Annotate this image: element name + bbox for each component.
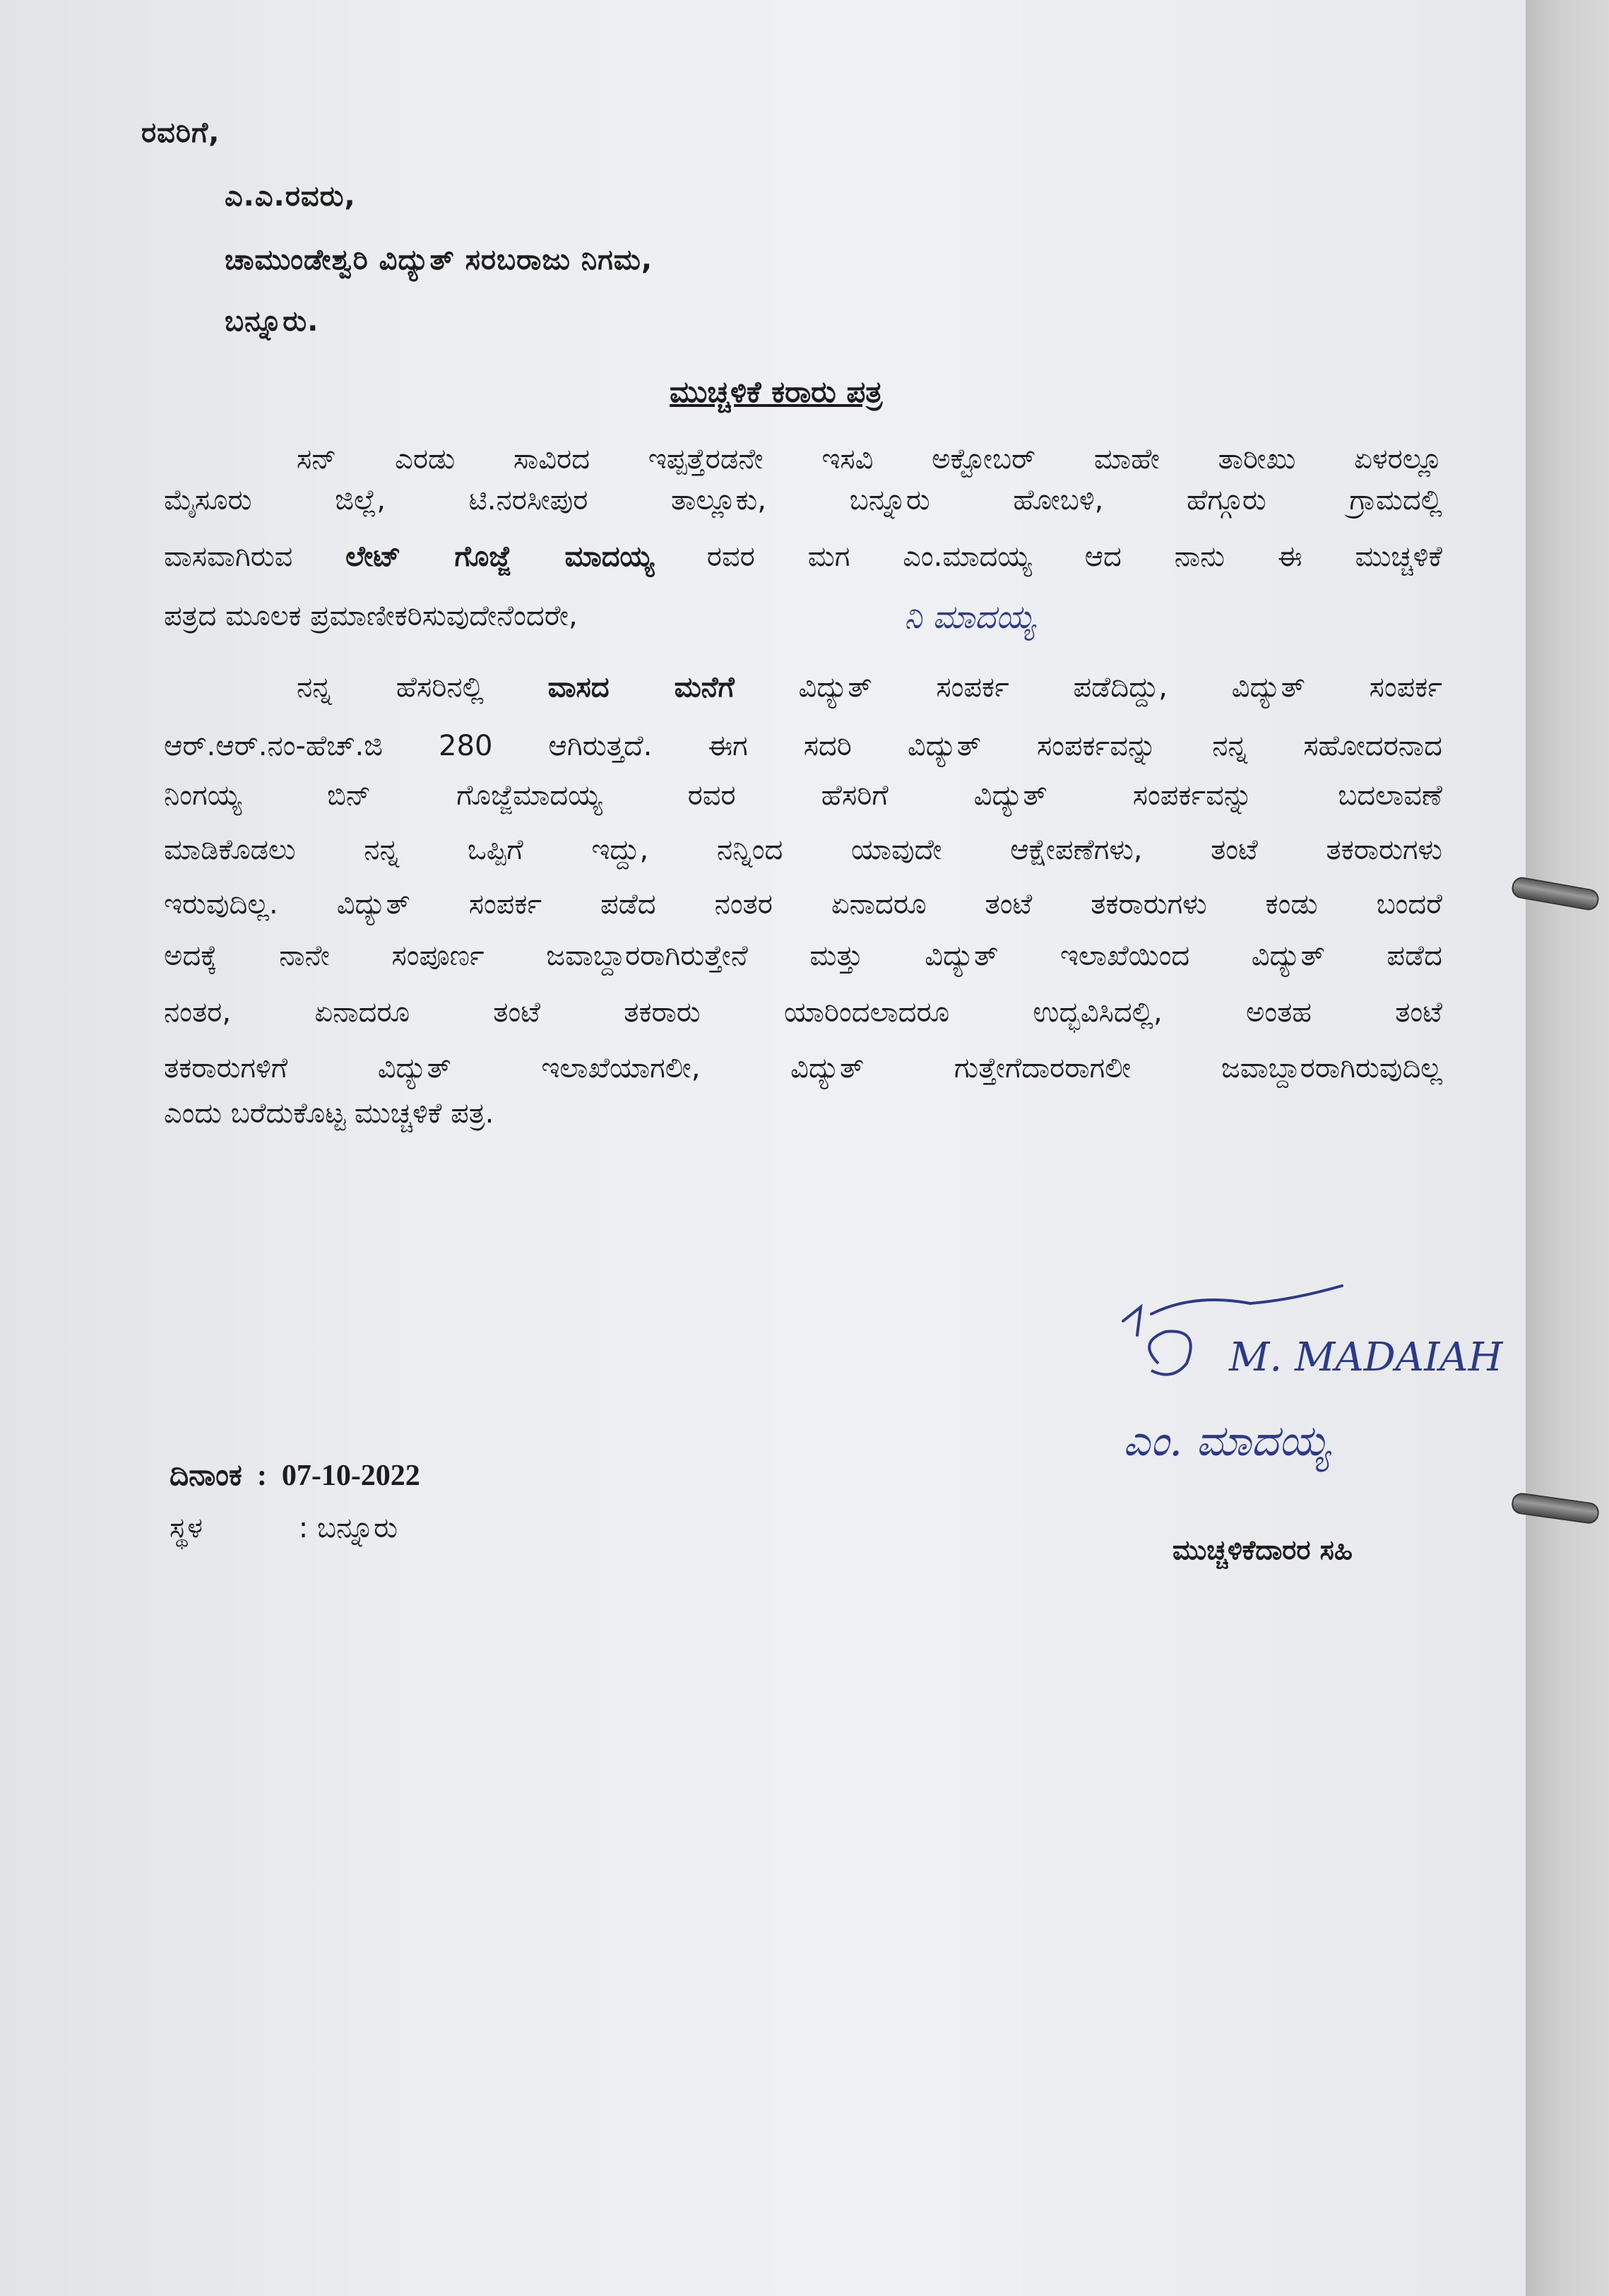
para2-line-2: ಆರ್.ಆರ್.ನಂ-ಹೆಚ್.ಜಿ 280 ಆಗಿರುತ್ತದೆ. ಈಗ ಸದರಿ ವಿದ್ಯುತ್ ಸಂಪರ್ಕವನ್ನು ನನ್ನ ಸಹೋದರನಾದ bbox=[164, 730, 1442, 762]
para2-line-6: ಅದಕ್ಕೆ ನಾನೇ ಸಂಪೂರ್ಣ ಜವಾಬ್ದಾರರಾಗಿರುತ್ತೇನೆ ಮತ್ತು ವಿದ್ಯುತ್ ಇಲಾಖೆಯಿಂದ ವಿದ್ಯುತ್ ಪಡೆದ bbox=[164, 940, 1442, 972]
para2-line-9: ಎಂದು ಬರೆದುಕೊಟ್ಟ ಮುಚ್ಚಳಿಕೆ ಪತ್ರ. bbox=[164, 1097, 494, 1130]
inline-signature: ನಿ ಮಾದಯ್ಯ bbox=[904, 598, 1035, 636]
document-heading: ಮುಚ್ಚಳಿಕೆ ಕರಾರು ಪತ್ರ bbox=[670, 374, 883, 409]
handwritten-signature bbox=[1109, 1265, 1533, 1477]
place-label: ಸ್ಥಳ bbox=[170, 1512, 203, 1544]
place-row bbox=[170, 1512, 398, 1544]
signature-kannada: ಎಂ. ಮಾದಯ್ಯ bbox=[1123, 1416, 1330, 1466]
recipient-organization: ಚಾಮುಂಡೇಶ್ವರಿ ವಿದ್ಯುತ್ ಸರಬರಾಜು ನಿಗಮ, bbox=[225, 244, 653, 276]
para1-line-3 bbox=[164, 537, 1442, 576]
para1-line-4: ಪತ್ರದ ಮೂಲಕ ಪ್ರಮಾಣೀಕರಿಸುವುದೇನೆಂದರೇ, bbox=[164, 600, 578, 632]
salutation: ರವರಿಗೆ, bbox=[141, 117, 220, 149]
page-stack-edge bbox=[1526, 0, 1609, 2296]
para2-line-5: ಇರುವುದಿಲ್ಲ. ವಿದ್ಯುತ್ ಸಂಪರ್ಕ ಪಡೆದ ನಂತರ ಏನಾದರೂ ತಂಟೆ ತಕರಾರುಗಳು ಕಂಡು ಬಂದರೆ bbox=[164, 888, 1442, 921]
para2-line-8: ತಕರಾರುಗಳಿಗೆ ವಿದ್ಯುತ್ ಇಲಾಖೆಯಾಗಲೀ, ವಿದ್ಯುತ್ ಗುತ್ತೇಗೆದಾರರಾಗಲೀ ಜವಾಬ್ದಾರರಾಗಿರುವುದಿಲ್ಲ bbox=[164, 1052, 1442, 1084]
para1-line-1: ಸನ್ ಎರಡು ಸಾವಿರದ ಇಪ್ಪತ್ತೆರಡನೇ ಇಸವಿ ಅಕ್ಟೋಬರ್ ಮಾಹೇ ತಾರೀಖು ಏಳರಲ್ಲೂ bbox=[297, 443, 1442, 475]
place-value: : ಬನ್ನೂರು bbox=[298, 1512, 398, 1544]
signature-label: ಮುಚ್ಚಳಿಕೆದಾರರ ಸಹಿ bbox=[1172, 1534, 1353, 1566]
recipient-place: ಬನ್ನೂರು. bbox=[225, 305, 319, 338]
para2-line-1 bbox=[297, 668, 1442, 707]
para2-line-1-text: ನನ್ನ ಹೆಸರಿನಲ್ಲಿ ವಾಸದ ಮನೆಗೆ ವಿದ್ಯುತ್ ಸಂಪರ್ಕ ಪಡೆದಿದ್ದು, ವಿದ್ಯುತ್ ಸಂಪರ್ಕ bbox=[297, 671, 1442, 704]
para2-line-4: ಮಾಡಿಕೊಡಲು ನನ್ನ ಒಪ್ಪಿಗೆ ಇದ್ದು, ನನ್ನಿಂದ ಯಾವುದೇ ಆಕ್ಷೇಪಣೆಗಳು, ತಂಟೆ ತಕರಾರುಗಳು bbox=[164, 834, 1442, 866]
para2-line-3: ನಿಂಗಯ್ಯ ಬಿನ್ ಗೊಜ್ಜೆಮಾದಯ್ಯ ರವರ ಹೆಸರಿಗೆ ವಿದ್ಯುತ್ ಸಂಪರ್ಕವನ್ನು ಬದಲಾವಣೆ bbox=[164, 779, 1442, 812]
para1-line-3-text: ವಾಸವಾಗಿರುವ ಲೇಟ್ ಗೊಜ್ಜೆ ಮಾದಯ್ಯ ರವರ ಮಗ ಎಂ.ಮಾದಯ್ಯ ಆದ ನಾನು ಈ ಮುಚ್ಚಳಿಕೆ bbox=[164, 540, 1442, 573]
date-label: ದಿನಾಂಕ bbox=[170, 1460, 242, 1492]
bold-run: ವಾಸದ ಮನೆಗೆ bbox=[547, 671, 735, 704]
bold-run: ಲೇಟ್ ಗೊಜ್ಜೆ ಮಾದಯ್ಯ bbox=[345, 540, 654, 573]
recipient-title: ಎ.ಎ.ರವರು, bbox=[225, 180, 356, 213]
para1-line-2: ಮೈಸೂರು ಜಿಲ್ಲೆ, ಟಿ.ನರಸೀಪುರ ತಾಲ್ಲೂಕು, ಬನ್ನೂರು ಹೋಬಳಿ, ಹೆಗ್ಗೂರು ಗ್ರಾಮದಲ್ಲಿ bbox=[164, 484, 1442, 516]
date-value: 07-10-2022 bbox=[281, 1460, 420, 1492]
signature-latin: M. MADAIAH bbox=[1229, 1335, 1503, 1380]
para2-line-7: ನಂತರ, ಏನಾದರೂ ತಂಟೆ ತಕರಾರು ಯಾರಿಂದಲಾದರೂ ಉದ್ಭವಿಸಿದಲ್ಲಿ, ಅಂತಹ ತಂಟೆ bbox=[164, 996, 1442, 1029]
date-row: ದಿನಾಂಕ : 07-10-2022 bbox=[170, 1460, 420, 1492]
